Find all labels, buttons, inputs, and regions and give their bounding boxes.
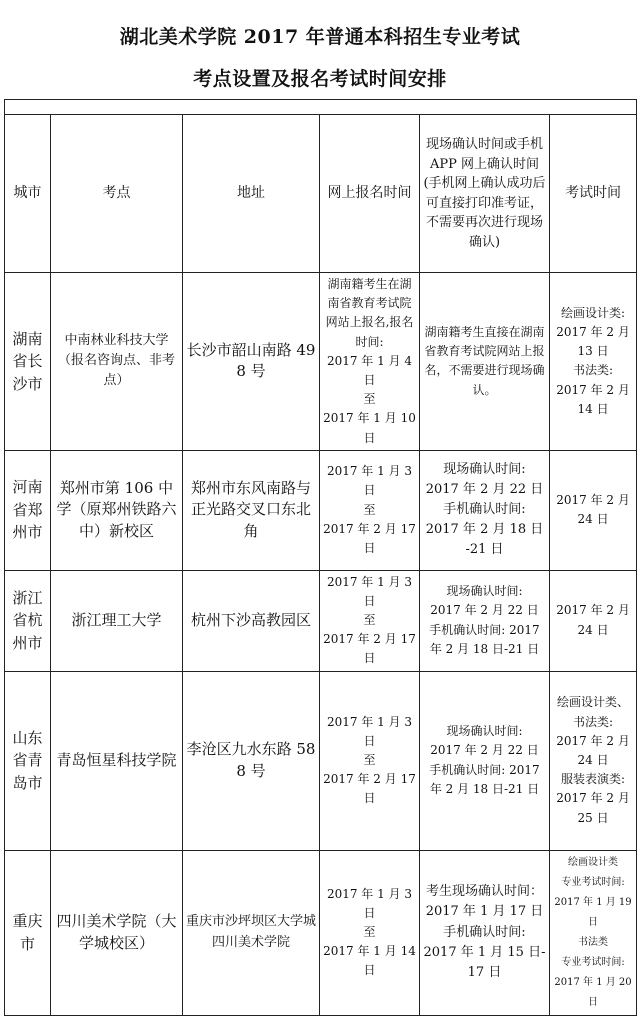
cell-exam (550, 671, 637, 850)
cell-line: 湖南籍考生在湖南省教育考试院网站上报名,报名时间: (325, 277, 414, 349)
cell-address: 杭州下沙高教园区 (183, 570, 320, 671)
cell-line: 专业考试时间: (561, 956, 625, 968)
cell-line: 2017 年 2 月 24 日 (556, 603, 630, 637)
cell-line: 绘画设计类 (568, 856, 619, 868)
header-exam-time: 考试时间 (550, 115, 637, 273)
table-row (5, 850, 637, 1015)
cell-line: 绘画设计类、书法类: (557, 695, 630, 729)
cell-online (320, 850, 420, 1015)
cell-line: 书法类 (578, 936, 609, 948)
cell-line: 2017 年 1 月 19 日 (554, 896, 632, 928)
cell-line: 绘画设计类: (561, 305, 626, 320)
cell-line: 2017 年 1 月 20 日 (554, 976, 632, 1008)
cell-line: 2017 年 2 月 13 日 (556, 324, 630, 359)
header-city: 城市 (5, 115, 51, 273)
cell-line: 2017 年 2 月 24 日 (556, 493, 630, 527)
cell-line: 2017 年 2 月 24 日 (556, 733, 630, 768)
cell-site: 青岛恒星科技学院 (51, 671, 183, 850)
cell-line: 2017 年 2 月 17 日 (323, 521, 416, 555)
cell-site: 浙江理工大学 (51, 570, 183, 671)
cell-line: 至 (363, 392, 376, 407)
cell-exam (550, 850, 637, 1015)
cell-line: 专业考试时间: (561, 876, 625, 888)
cell-site: 中南林业科技大学（报名咨询点、非考点） (51, 273, 183, 451)
cell-confirm (420, 273, 550, 451)
cell-address: 郑州市东风南路与正光路交叉口东北角 (183, 450, 320, 570)
cell-online (320, 273, 420, 451)
cell-line: 2017 年 2 月 22 日 (430, 603, 539, 618)
cell-line: 至 (363, 925, 376, 940)
cell-line: 现场确认时间: (446, 584, 523, 599)
cell-line: 至 (363, 502, 376, 517)
cell-line: 书法类: (573, 363, 614, 378)
cell-line: -21 日 (465, 542, 504, 558)
header-confirmation: 现场确认时间或手机 APP 网上确认时间(手机网上确认成功后可直接打印准考证，不需要再次进行现场确认) (420, 115, 550, 273)
cell-exam (550, 570, 637, 671)
cell-address: 重庆市沙坪坝区大学城四川美术学院 (183, 850, 320, 1015)
cell-line: 湖南籍考生直接在湖南省教育考试院网站上报名，不需要进行现场确认。 (424, 324, 545, 397)
cell-online (320, 671, 420, 850)
cell-exam (550, 273, 637, 451)
cell-line: 2017 年 1 月 4 日 (326, 353, 413, 387)
cell-line: 2017 年 1 月 15 日-17 日 (423, 944, 546, 980)
document-subtitle: 考点设置及报名考试时间安排 (193, 68, 447, 90)
cell-line: 2017 年 1 月 3 日 (326, 886, 413, 920)
document-title: 湖北美术学院 2017 年普通本科招生专业考试 (119, 26, 521, 48)
cell-line: 2017 年 1 月 14 日 (323, 944, 416, 978)
table-row (5, 671, 637, 850)
cell-line: 2017 年 2 月 22 日 (430, 743, 539, 758)
cell-line: 手机确认时间: 2017 年 2 月 18 日-21 日 (429, 622, 540, 656)
cell-city: 浙江省杭州市 (5, 570, 51, 671)
cell-line: 至 (363, 753, 376, 768)
cell-online (320, 450, 420, 570)
table-row (5, 570, 637, 671)
cell-line: 2017 年 2 月 18 日 (425, 522, 544, 538)
cell-site: 四川美术学院（大学城校区） (51, 850, 183, 1015)
cell-line: 2017 年 2 月 17 日 (323, 772, 416, 806)
cell-city: 河南省郑州市 (5, 450, 51, 570)
cell-line: 现场确认时间: (446, 724, 523, 739)
cell-city: 山东省青岛市 (5, 671, 51, 850)
cell-online (320, 570, 420, 671)
cell-line: 2017 年 1 月 3 日 (326, 464, 413, 498)
exam-schedule-table (4, 99, 637, 1016)
cell-line: 手机确认时间: (443, 502, 526, 518)
table-row (5, 273, 637, 451)
cell-line: 2017 年 2 月 14 日 (556, 382, 630, 416)
cell-confirm (420, 671, 550, 850)
table-header-row (5, 115, 637, 273)
cell-confirm (420, 450, 550, 570)
cell-line: 2017 年 2 月 22 日 (425, 481, 544, 497)
cell-line: 服装表演类: (561, 772, 626, 787)
cell-confirm (420, 850, 550, 1015)
cell-confirm (420, 570, 550, 671)
cell-site: 郑州市第 106 中学（原郑州铁路六中）新校区 (51, 450, 183, 570)
cell-line: 2017 年 1 月 3 日 (326, 714, 413, 748)
cell-exam (550, 450, 637, 570)
cell-line: 现场确认时间: (443, 461, 526, 477)
header-site: 考点 (51, 115, 183, 273)
cell-line: 2017 年 2 月 17 日 (323, 632, 416, 666)
cell-line: 2017 年 1 月 10 日 (323, 411, 416, 445)
cell-city: 重庆市 (5, 850, 51, 1015)
header-online-registration: 网上报名时间 (320, 115, 420, 273)
cell-line: 2017 年 2 月 25 日 (556, 791, 630, 825)
cell-line: 2017 年 1 月 3 日 (326, 574, 413, 608)
cell-line: 手机确认时间: (443, 924, 526, 940)
cell-address: 李沧区九水东路 588 号 (183, 671, 320, 850)
cell-line: 考生现场确认时间：2017 年 1 月 17 日 (425, 884, 544, 920)
header-address: 地址 (183, 115, 320, 273)
cell-line: 至 (363, 613, 376, 628)
cell-address: 长沙市韶山南路 498 号 (183, 273, 320, 451)
cell-city: 湖南省长沙市 (5, 273, 51, 451)
cell-line: 手机确认时间: 2017 年 2 月 18 日-21 日 (429, 762, 540, 796)
table-row (5, 450, 637, 570)
table-spacer-row (5, 100, 637, 115)
